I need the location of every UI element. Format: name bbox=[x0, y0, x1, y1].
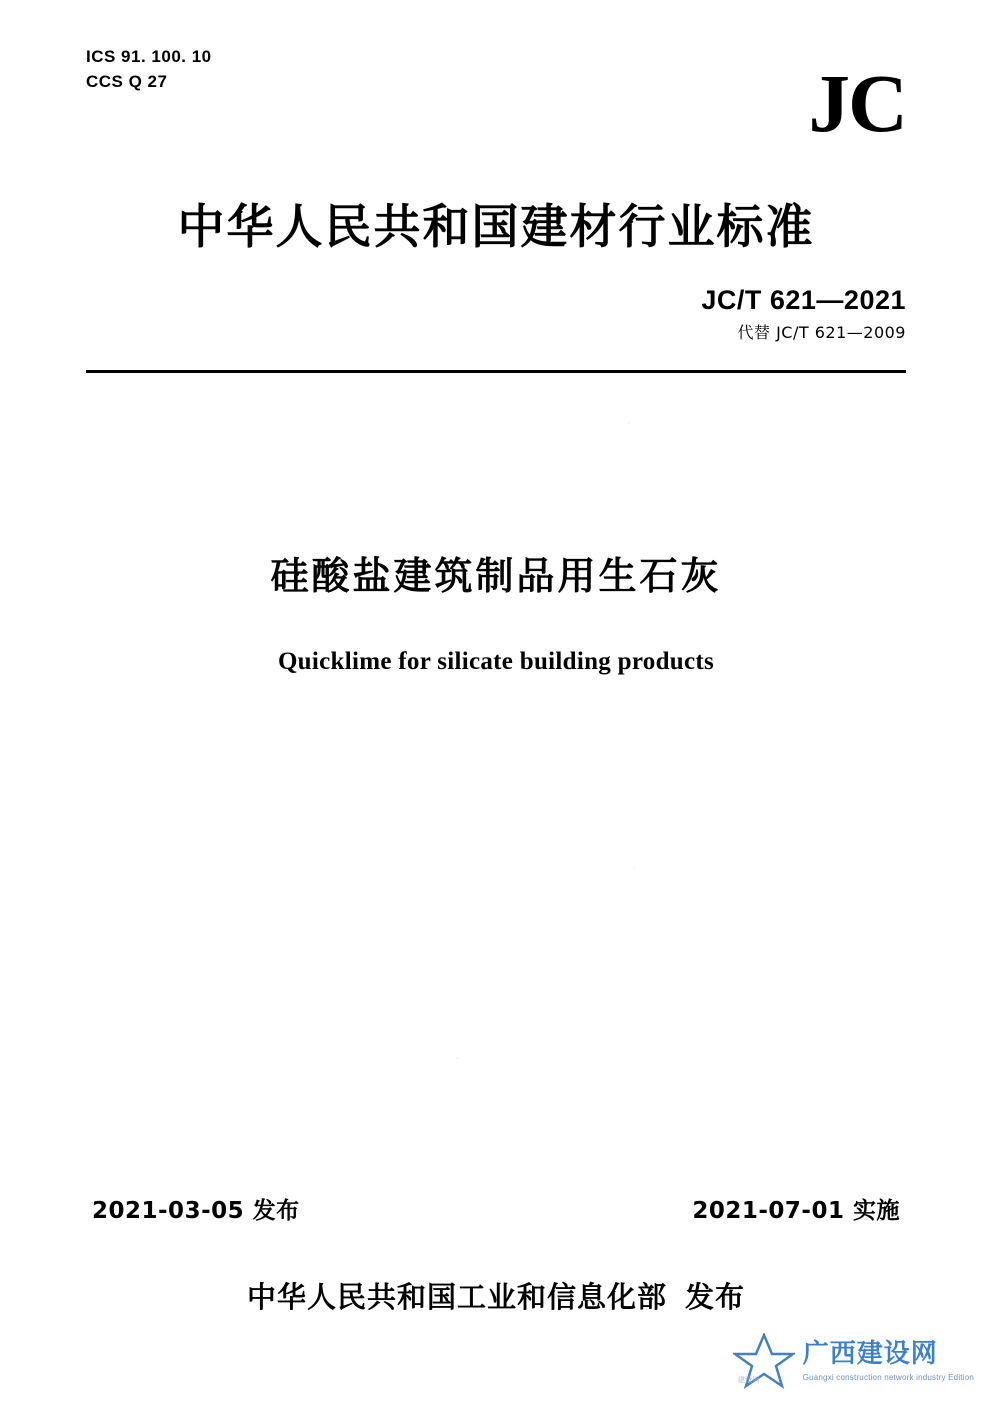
jc-logo: JC bbox=[808, 57, 906, 149]
publisher-verb: 发布 bbox=[685, 1280, 746, 1314]
site-name-en: Guangxi construction network industry Edition bbox=[802, 1372, 974, 1382]
replaces-note: 代替 JC/T 621—2009 bbox=[737, 323, 906, 342]
effective-date: 2021-07-01 实施 bbox=[692, 1198, 900, 1224]
star-icon-label: 建设网 bbox=[737, 1377, 761, 1384]
document-title-en: Quicklime for silicate building products bbox=[277, 648, 715, 675]
site-watermark bbox=[733, 1333, 974, 1389]
document-title-cn: 硅酸盐建筑制品用生石灰 bbox=[270, 554, 722, 598]
issue-date: 2021-03-05 发布 bbox=[92, 1198, 300, 1224]
standard-number: JC/T 621—2021 bbox=[701, 285, 906, 315]
publisher-line bbox=[0, 1275, 992, 1316]
page-speck: · bbox=[632, 860, 636, 874]
ccs-code: CCS Q 27 bbox=[86, 72, 168, 91]
classification-codes bbox=[86, 44, 212, 94]
page-speck: · bbox=[455, 1050, 459, 1064]
page-speck: · bbox=[627, 415, 631, 429]
standard-number-block bbox=[701, 285, 906, 343]
standard-heading: 中华人民共和国建材行业标准 bbox=[177, 200, 815, 255]
site-name-cn: 广西建设网 bbox=[802, 1338, 938, 1369]
site-watermark-text bbox=[803, 1340, 974, 1382]
header-divider bbox=[86, 370, 906, 373]
ics-code: ICS 91. 100. 10 bbox=[86, 47, 212, 66]
star-icon bbox=[733, 1333, 795, 1389]
publisher-name: 中华人民共和国工业和信息化部 bbox=[246, 1280, 667, 1314]
